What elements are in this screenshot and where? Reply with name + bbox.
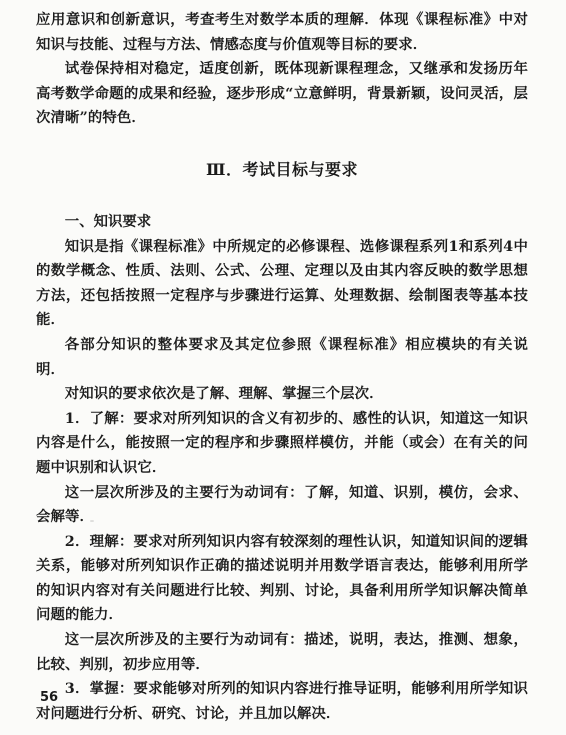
paragraph-level2-verbs: 这一层次所涉及的主要行为动词有：描述，说明，表达，推测、想象，比较、判别，初步应用等． [36,631,528,673]
section-title: Ⅲ．考试目标与要求 [206,159,358,179]
paragraph-level-comprehend: 2．理解：要求对所列知识内容有较深刻的理性认识，知道知识间的逻辑关系，能够对所列知识作正确的描述说明并用数学语言表达，能够利用所学的知识内容对有关问题进行比较、判别、讨论，具备利用所学知识解决简单问题的能力． [36,532,528,624]
scan-speck [120,640,123,643]
subsection-heading: 一、知识要求 [64,212,152,230]
paragraph-level-master: 3．掌握：要求能够对所列的知识内容进行推导证明，能够利用所学知识对问题进行分析、研究、讨论，并且加以解决． [36,680,528,722]
paragraph-three-levels: 对知识的要求依次是了解、理解、掌握三个层次． [64,385,384,403]
paragraph-exam-stability: 试卷保持相对稳定，适度创新，既体现新课程理念，又继承和发扬历年高考数学命题的成果和经验，逐步形成“立意鲜明，背景新颖，设问灵活，层次清晰”的特色． [36,60,528,127]
paragraph-continued: 应用意识和创新意识，考查考生对数学本质的理解．体现《课程标准》中对知识与技能、过程与方法、情感态度与价值观等目标的要求． [36,11,528,53]
scan-speck [210,60,213,63]
scan-speck [90,520,94,522]
paragraph-overall-requirements: 各部分知识的整体要求及其定位参照《课程标准》相应模块的有关说明． [36,335,528,378]
paragraph-level-understand: 1．了解：要求对所列知识的含义有初步的、感性的认识，知道这一知识内容是什么，能按照一定的程序和步骤照样模仿，并能（或会）在有关的问题中识别和认识它． [36,409,528,476]
paragraph-level1-verbs: 这一层次所涉及的主要行为动词有：了解，知道、识别，模仿，会求、会解等． [36,483,528,526]
page-number: 56 [40,690,59,705]
paragraph-knowledge-definition: 知识是指《课程标准》中所规定的必修课程、选修课程系列1和系列4中的数学概念、性质、法则、公式、公理、定理以及由其内容反映的数学思想方法，还包括按照一定程序与步骤进行运算、处理数据、绘制图表等基本技能． [36,237,528,329]
